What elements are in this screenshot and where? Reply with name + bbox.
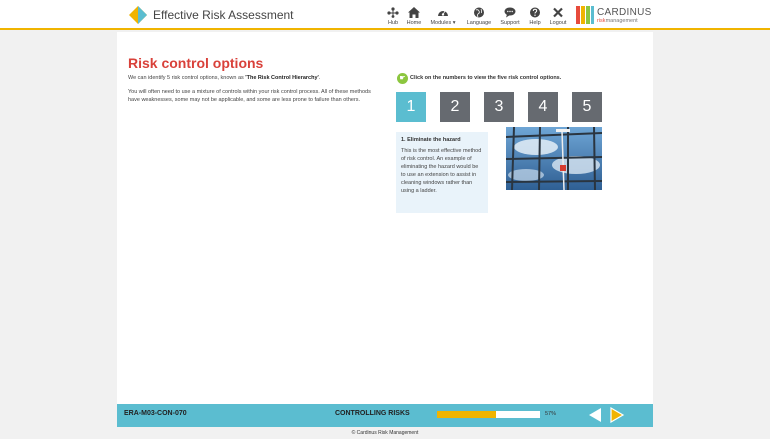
- cardinus-logo-icon: [576, 6, 594, 24]
- intro-suffix: .: [318, 75, 321, 81]
- intro-text: [128, 75, 378, 82]
- progress-bar: [437, 411, 540, 418]
- nav-modules-label: Modules ▾: [430, 20, 456, 26]
- nav-logout-label: Logout: [549, 20, 567, 26]
- app-logo-icon: [129, 6, 147, 24]
- section-title: CONTROLLING RISKS: [335, 410, 410, 417]
- nav-home[interactable]: [399, 7, 429, 27]
- brand-tagline: [597, 18, 638, 24]
- tab-option-4[interactable]: 4: [528, 92, 558, 122]
- progress-percent: 57%: [545, 411, 557, 417]
- tab-option-5[interactable]: 5: [572, 92, 602, 122]
- progress-fill: [437, 411, 496, 418]
- pointer-hand-icon: ☛: [397, 73, 408, 84]
- nav-home-label: Home: [406, 20, 422, 26]
- window-cleaning-photo: [506, 127, 602, 190]
- nav-language-label: Language: [466, 20, 492, 26]
- copyright: © Cardinus Risk Management: [351, 430, 419, 436]
- body-paragraph: You will often need to use a mixture of controls within your risk control process. All of these methods have weaknesses, some may not be applicable, and some are less prone to failure than others.: [128, 89, 371, 103]
- intro-bold: 'The Risk Control Hierarchy': [245, 75, 319, 81]
- previous-page-button[interactable]: [587, 407, 603, 423]
- nav-support-label: Support: [500, 20, 520, 26]
- option-card: [396, 132, 488, 213]
- instruction: [397, 73, 561, 84]
- app-title: Effective Risk Assessment: [153, 8, 294, 22]
- modules-icon: [428, 7, 458, 19]
- brand-tagline-rest: management: [605, 18, 638, 24]
- nav-modules[interactable]: [428, 7, 458, 27]
- arrow-left-icon: [589, 408, 601, 422]
- tab-option-1[interactable]: 1: [396, 92, 426, 122]
- home-icon: [399, 7, 429, 19]
- arrow-right-icon: [611, 408, 623, 422]
- nav-logout[interactable]: [543, 7, 573, 27]
- tab-option-2[interactable]: 2: [440, 92, 470, 122]
- nav-help-label: Help: [529, 20, 541, 26]
- option-card-body: This is the most effective method of risk control. An example of eliminating the hazard would be to use an extension to assist in cleaning windows rather than using a ladder.: [401, 148, 482, 194]
- instruction-text: Click on the numbers to view the five risk control options.: [410, 75, 562, 81]
- brand-tagline-accent: risk: [597, 18, 606, 24]
- page-code: ERA-M03-CON-070: [124, 410, 187, 417]
- next-page-button[interactable]: [609, 407, 625, 423]
- nav-hub-label: Hub: [387, 20, 399, 26]
- intro-prefix: We can identify 5 risk control options, known as: [128, 75, 246, 81]
- brand-name: CARDINUS: [597, 7, 652, 18]
- close-icon: [543, 7, 573, 19]
- page-title: Risk control options: [128, 55, 264, 71]
- tab-option-3[interactable]: 3: [484, 92, 514, 122]
- globe-icon: [464, 7, 494, 19]
- option-card-title: 1. Eliminate the hazard: [401, 137, 461, 143]
- nav-language[interactable]: [464, 7, 494, 27]
